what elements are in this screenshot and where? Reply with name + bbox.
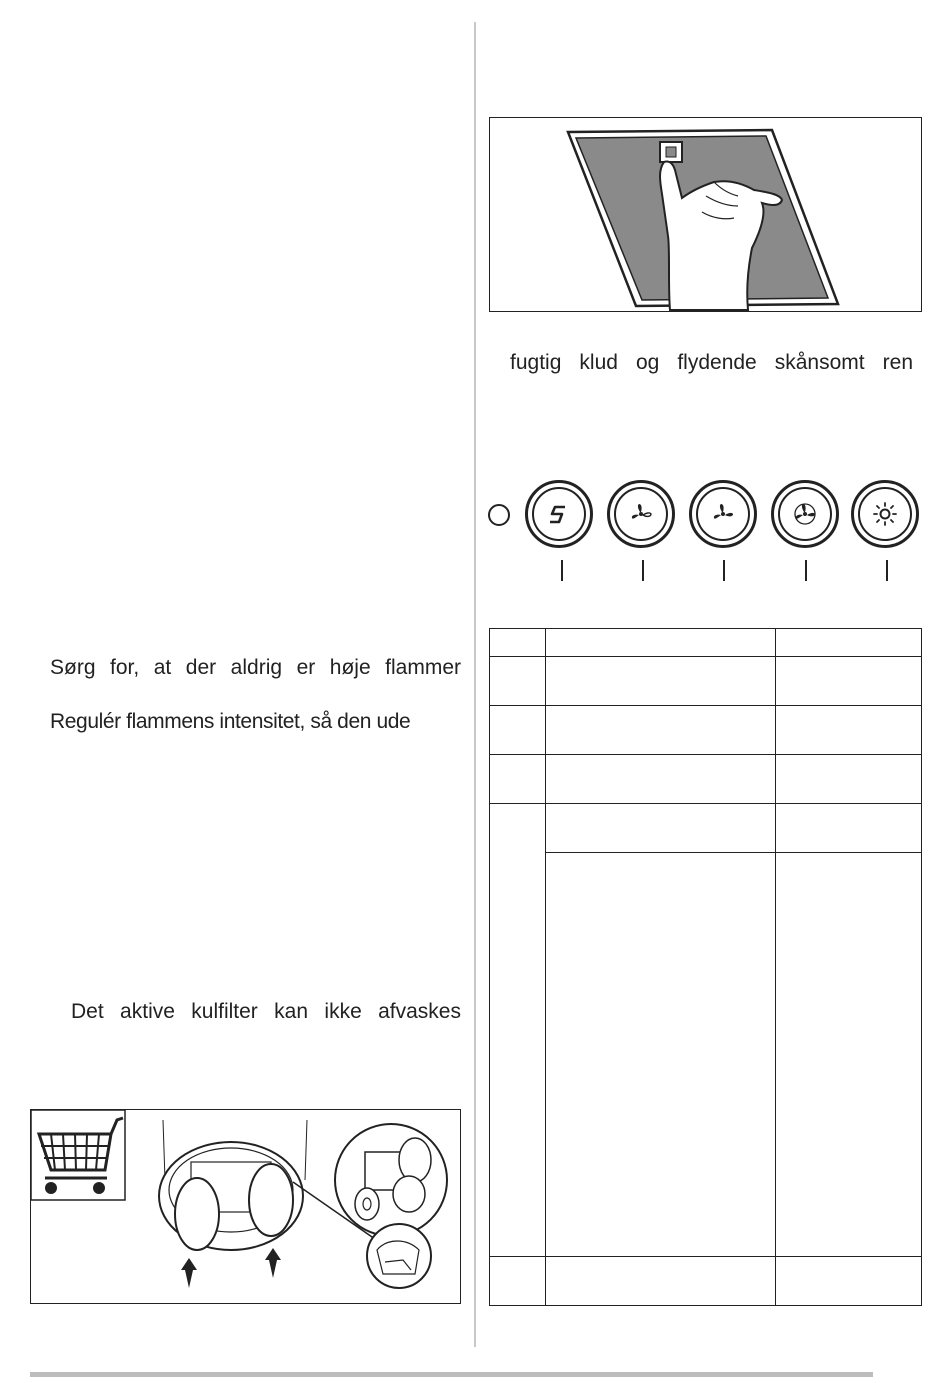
table-row — [490, 1257, 922, 1306]
table-cell — [546, 629, 776, 657]
function-table — [489, 628, 922, 1306]
table-row — [490, 804, 922, 853]
table-cell — [490, 657, 546, 706]
table-cell — [776, 657, 922, 706]
carbon-filter-illustration — [31, 1110, 460, 1303]
column-divider — [474, 22, 476, 1347]
fan-speed-1-icon — [628, 501, 654, 527]
table-cell — [776, 804, 922, 853]
grease-filter-figure — [489, 117, 922, 312]
fan-speed-2-leader — [723, 560, 725, 581]
table-cell — [490, 629, 546, 657]
indicator-light — [488, 504, 510, 526]
fan-speed-2-button[interactable] — [689, 480, 757, 548]
table-cell — [776, 1257, 922, 1306]
table-row — [490, 706, 922, 755]
fan-speed-1-leader — [642, 560, 644, 581]
table-cell — [546, 706, 776, 755]
table-row — [490, 755, 922, 804]
timer-button[interactable] — [525, 480, 593, 548]
light-button-leader — [886, 560, 888, 581]
table-row — [490, 629, 922, 657]
timer-s-icon — [547, 502, 571, 526]
table-cell — [546, 804, 776, 853]
carbon-filter-figure — [30, 1109, 461, 1304]
fan-speed-3-leader — [805, 560, 807, 581]
flame-regulation-text: Regulér flammens intensitet, så den ude — [50, 710, 411, 733]
fan-speed-1-button[interactable] — [607, 480, 675, 548]
table-cell — [546, 755, 776, 804]
timer-button-leader — [561, 560, 563, 581]
table-cell — [490, 755, 546, 804]
control-panel — [488, 480, 928, 590]
flames-warning-text: Sørg for, at der aldrig er høje flammer — [50, 656, 461, 679]
bottom-rule — [30, 1372, 873, 1377]
grease-filter-illustration — [490, 118, 921, 311]
table-cell — [490, 706, 546, 755]
table-row — [490, 853, 922, 1257]
table-cell — [546, 657, 776, 706]
fan-speed-3-button[interactable] — [771, 480, 839, 548]
table-cell — [546, 853, 776, 1257]
table-cell — [546, 1257, 776, 1306]
table-cell — [776, 853, 922, 1257]
table-cell — [490, 1257, 546, 1306]
table-cell — [776, 706, 922, 755]
table-cell — [776, 629, 922, 657]
light-icon — [872, 501, 898, 527]
carbon-filter-text: Det aktive kulfilter kan ikke afvaskes — [71, 1000, 461, 1023]
light-button[interactable] — [851, 480, 919, 548]
fan-speed-3-icon — [792, 501, 818, 527]
table-cell — [776, 755, 922, 804]
table-cell — [490, 804, 546, 1257]
cleaning-text: fugtig klud og flydende skånsomt ren — [510, 351, 913, 374]
table-row — [490, 657, 922, 706]
fan-speed-2-icon — [710, 501, 736, 527]
